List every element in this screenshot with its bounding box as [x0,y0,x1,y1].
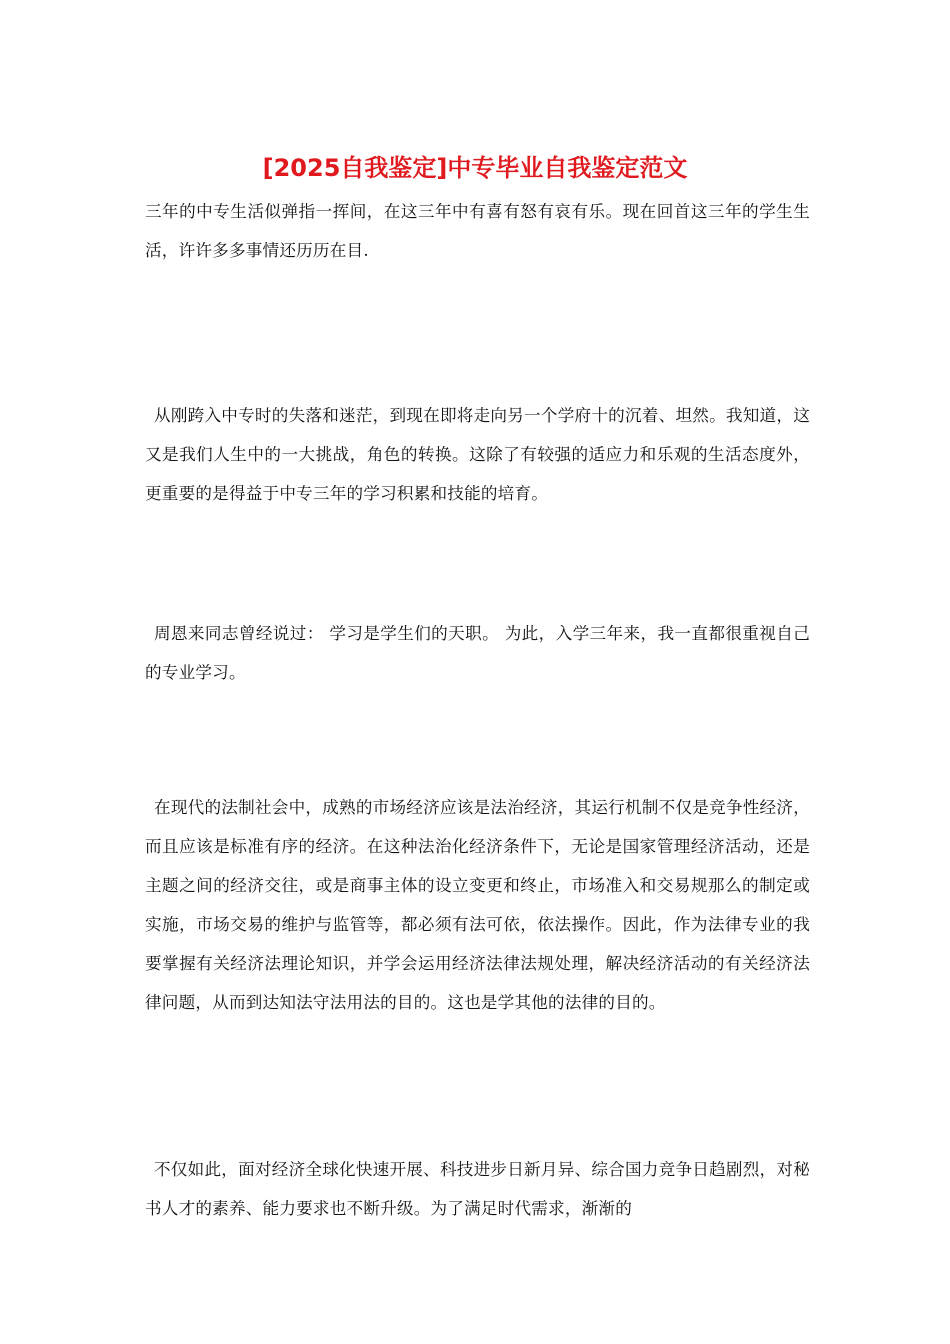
paragraph-1: 三年的中专生活似弹指一挥间，在这三年中有喜有怒有哀有乐。现在回首这三年的学生生活，许许多多事情还历历在目. [145,202,810,260]
paragraph-4: 在现代的法制社会中，成熟的市场经济应该是法治经济，其运行机制不仅是竞争性经济，而且应该是标准有序的经济。在这种法治化经济条件下，无论是国家管理经济活动，还是主题之间的经济交往，或是商事主体的设立变更和终止，市场准入和交易规那么的制定或实施，市场交易的维护与监管等，都必须有法可依，依法操作。因此，作为法律专业的我要掌握有关经济法理论知识，并学会运用经济法律法规处理，解决经济活动的有关经济法律问题，从而到达知法守法用法的目的。这也是学其他的法律的目的。 [145,798,810,1012]
paragraph-2: 从刚跨入中专时的失落和迷茫，到现在即将走向另一个学府十的沉着、坦然。我知道，这又是我们人生中的一大挑战，角色的转换。这除了有较强的适应力和乐观的生活态度外，更重要的是得益于中专三年的学习积累和技能的培育。 [145,406,810,503]
paragraph-3: 周恩来同志曾经说过： 学习是学生们的天职。 为此，入学三年来，我一直都很重视自己的专业学习。 [145,624,811,682]
document-title: [2025自我鉴定]中专毕业自我鉴定范文 [262,154,688,182]
paragraph-5: 不仅如此，面对经济全球化快速开展、科技进步日新月异、综合国力竞争日趋剧烈，对秘书人才的素养、能力要求也不断升级。为了满足时代需求，渐渐的 [145,1160,810,1218]
